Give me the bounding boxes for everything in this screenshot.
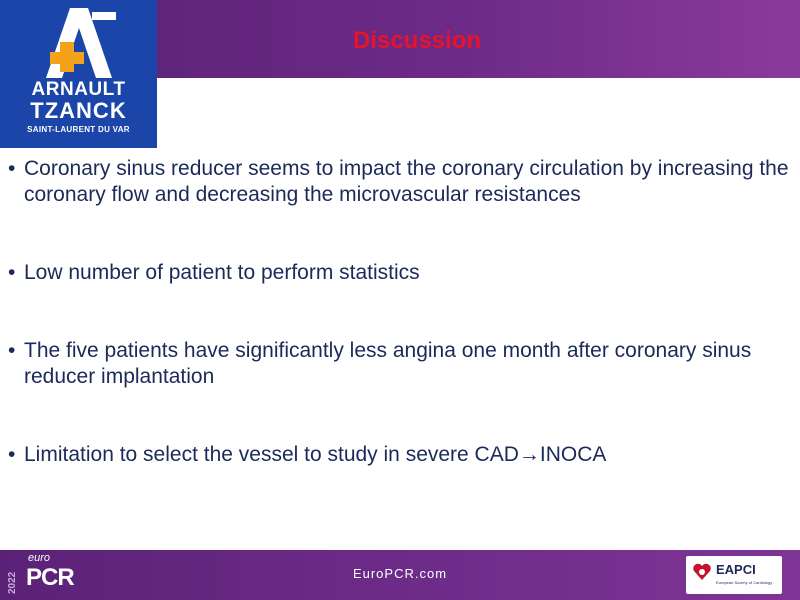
eapci-label: EAPCI [716,562,756,577]
footer-year-text: 2022 [7,571,18,594]
slide-title: Discussion [352,27,482,54]
logo-line-arnault: ARNAULT [31,79,126,100]
hospital-logo [0,0,157,148]
logo-emblem-icon [0,0,157,80]
footer-euro-text: euro [28,552,51,564]
bullet-item: • Low number of patient to perform statistics [8,260,798,286]
logo-line-location: SAINT-LAURENT DU VAR [27,125,130,134]
logo-bar-shape [92,12,116,20]
eapci-sub-label: European Society of Cardiology [716,580,773,585]
bullet-item: • The five patients have significantly less angina one month after coronary sinus reducer implantation [8,338,798,390]
bullet-item: • Coronary sinus reducer seems to impact the coronary circulation by increasing the coronary flow and decreasing the microvascular resistances [8,156,798,208]
footer-year-label [6,556,18,594]
logo-cross-horizontal [50,52,84,64]
logo-line-tzanck: TZANCK [30,98,127,123]
bullet-list [8,156,798,468]
footer-url-link[interactable]: EuroPCR.com [352,566,448,581]
heart-icon [692,562,712,582]
bullet-item: • Limitation to select the vessel to study in severe CAD→INOCA [8,442,798,468]
footer-pcr-logo: PCR [26,564,74,591]
